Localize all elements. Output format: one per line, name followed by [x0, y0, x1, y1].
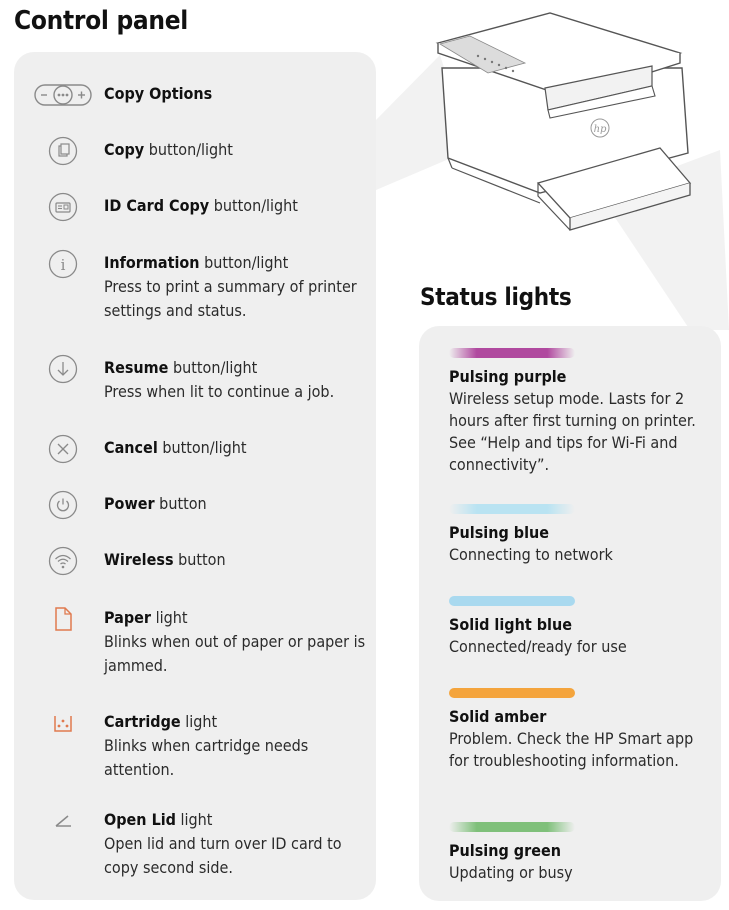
information-icon	[48, 249, 78, 279]
item-name: Copy Options	[104, 84, 213, 103]
power-icon	[48, 490, 78, 520]
resume-icon	[48, 354, 78, 384]
item-description: Blinks when out of paper or paper is jammed.	[104, 632, 366, 675]
status-name: Solid light blue	[449, 615, 572, 634]
item-name: Open Lid	[104, 810, 176, 829]
item-name: Copy	[104, 140, 145, 159]
copy-options-icon	[34, 80, 92, 110]
printer-illustration	[430, 8, 700, 238]
item-name: Paper	[104, 608, 151, 627]
status-description: Connecting to network	[449, 545, 613, 564]
status-color-bar	[449, 348, 575, 358]
item-description: Open lid and turn over ID card to copy second side.	[104, 834, 342, 877]
status-light-pulsing-blue	[449, 504, 709, 566]
item-suffix: button/light	[144, 140, 233, 159]
status-name: Pulsing blue	[449, 523, 550, 542]
status-lights-title: Status lights	[420, 283, 572, 311]
item-suffix: light	[180, 712, 218, 731]
status-name: Pulsing green	[449, 841, 561, 860]
status-description: Connected/ready for use	[449, 637, 627, 656]
item-suffix: button/light	[157, 438, 247, 457]
item-name: Cartridge	[104, 712, 181, 731]
cartridge-icon	[48, 708, 78, 738]
status-color-bar	[449, 822, 575, 832]
item-suffix: button/light	[168, 358, 258, 377]
status-color-bar	[449, 504, 575, 514]
copy-icon	[48, 136, 78, 166]
control-panel-title: Control panel	[14, 6, 188, 36]
item-name: Resume	[104, 358, 169, 377]
item-name: Information	[104, 253, 200, 272]
item-description: Press when lit to continue a job.	[104, 382, 335, 401]
status-color-bar	[449, 688, 575, 698]
status-light-pulsing-purple	[449, 348, 709, 476]
item-suffix: button	[173, 550, 226, 569]
hp-logo: hp	[593, 124, 607, 135]
item-name: Power	[104, 494, 155, 513]
item-suffix: light	[175, 810, 213, 829]
status-light-pulsing-green	[449, 822, 709, 884]
item-name: Cancel	[104, 438, 158, 457]
status-description: Updating or busy	[449, 863, 573, 882]
open-lid-icon	[48, 806, 78, 836]
item-description: Press to print a summary of printer settings and status.	[104, 277, 357, 320]
status-color-bar	[449, 596, 575, 606]
status-name: Solid amber	[449, 707, 547, 726]
status-description: Wireless setup mode. Lasts for 2 hours after first turning on printer. See “Help and tips for Wi-Fi and connectivity”.	[449, 389, 696, 474]
svg-text:i: i	[60, 256, 66, 274]
status-description: Problem. Check the HP Smart app for troubleshooting information.	[449, 729, 694, 770]
item-suffix: button/light	[199, 253, 289, 272]
control-panel-list	[14, 52, 376, 900]
status-name: Pulsing purple	[449, 367, 567, 386]
item-name: ID Card Copy	[104, 196, 210, 215]
item-suffix: button	[154, 494, 207, 513]
paper-icon	[48, 604, 78, 634]
cancel-icon	[48, 434, 78, 464]
item-suffix: light	[151, 608, 188, 627]
item-suffix: button/light	[209, 196, 298, 215]
status-light-solid-light-blue	[449, 596, 709, 658]
id-card-icon	[48, 192, 78, 222]
status-lights-list	[419, 326, 721, 901]
wireless-icon	[48, 546, 78, 576]
item-description: Blinks when cartridge needs attention.	[104, 736, 309, 779]
status-light-solid-amber	[449, 688, 709, 772]
item-name: Wireless	[104, 550, 174, 569]
